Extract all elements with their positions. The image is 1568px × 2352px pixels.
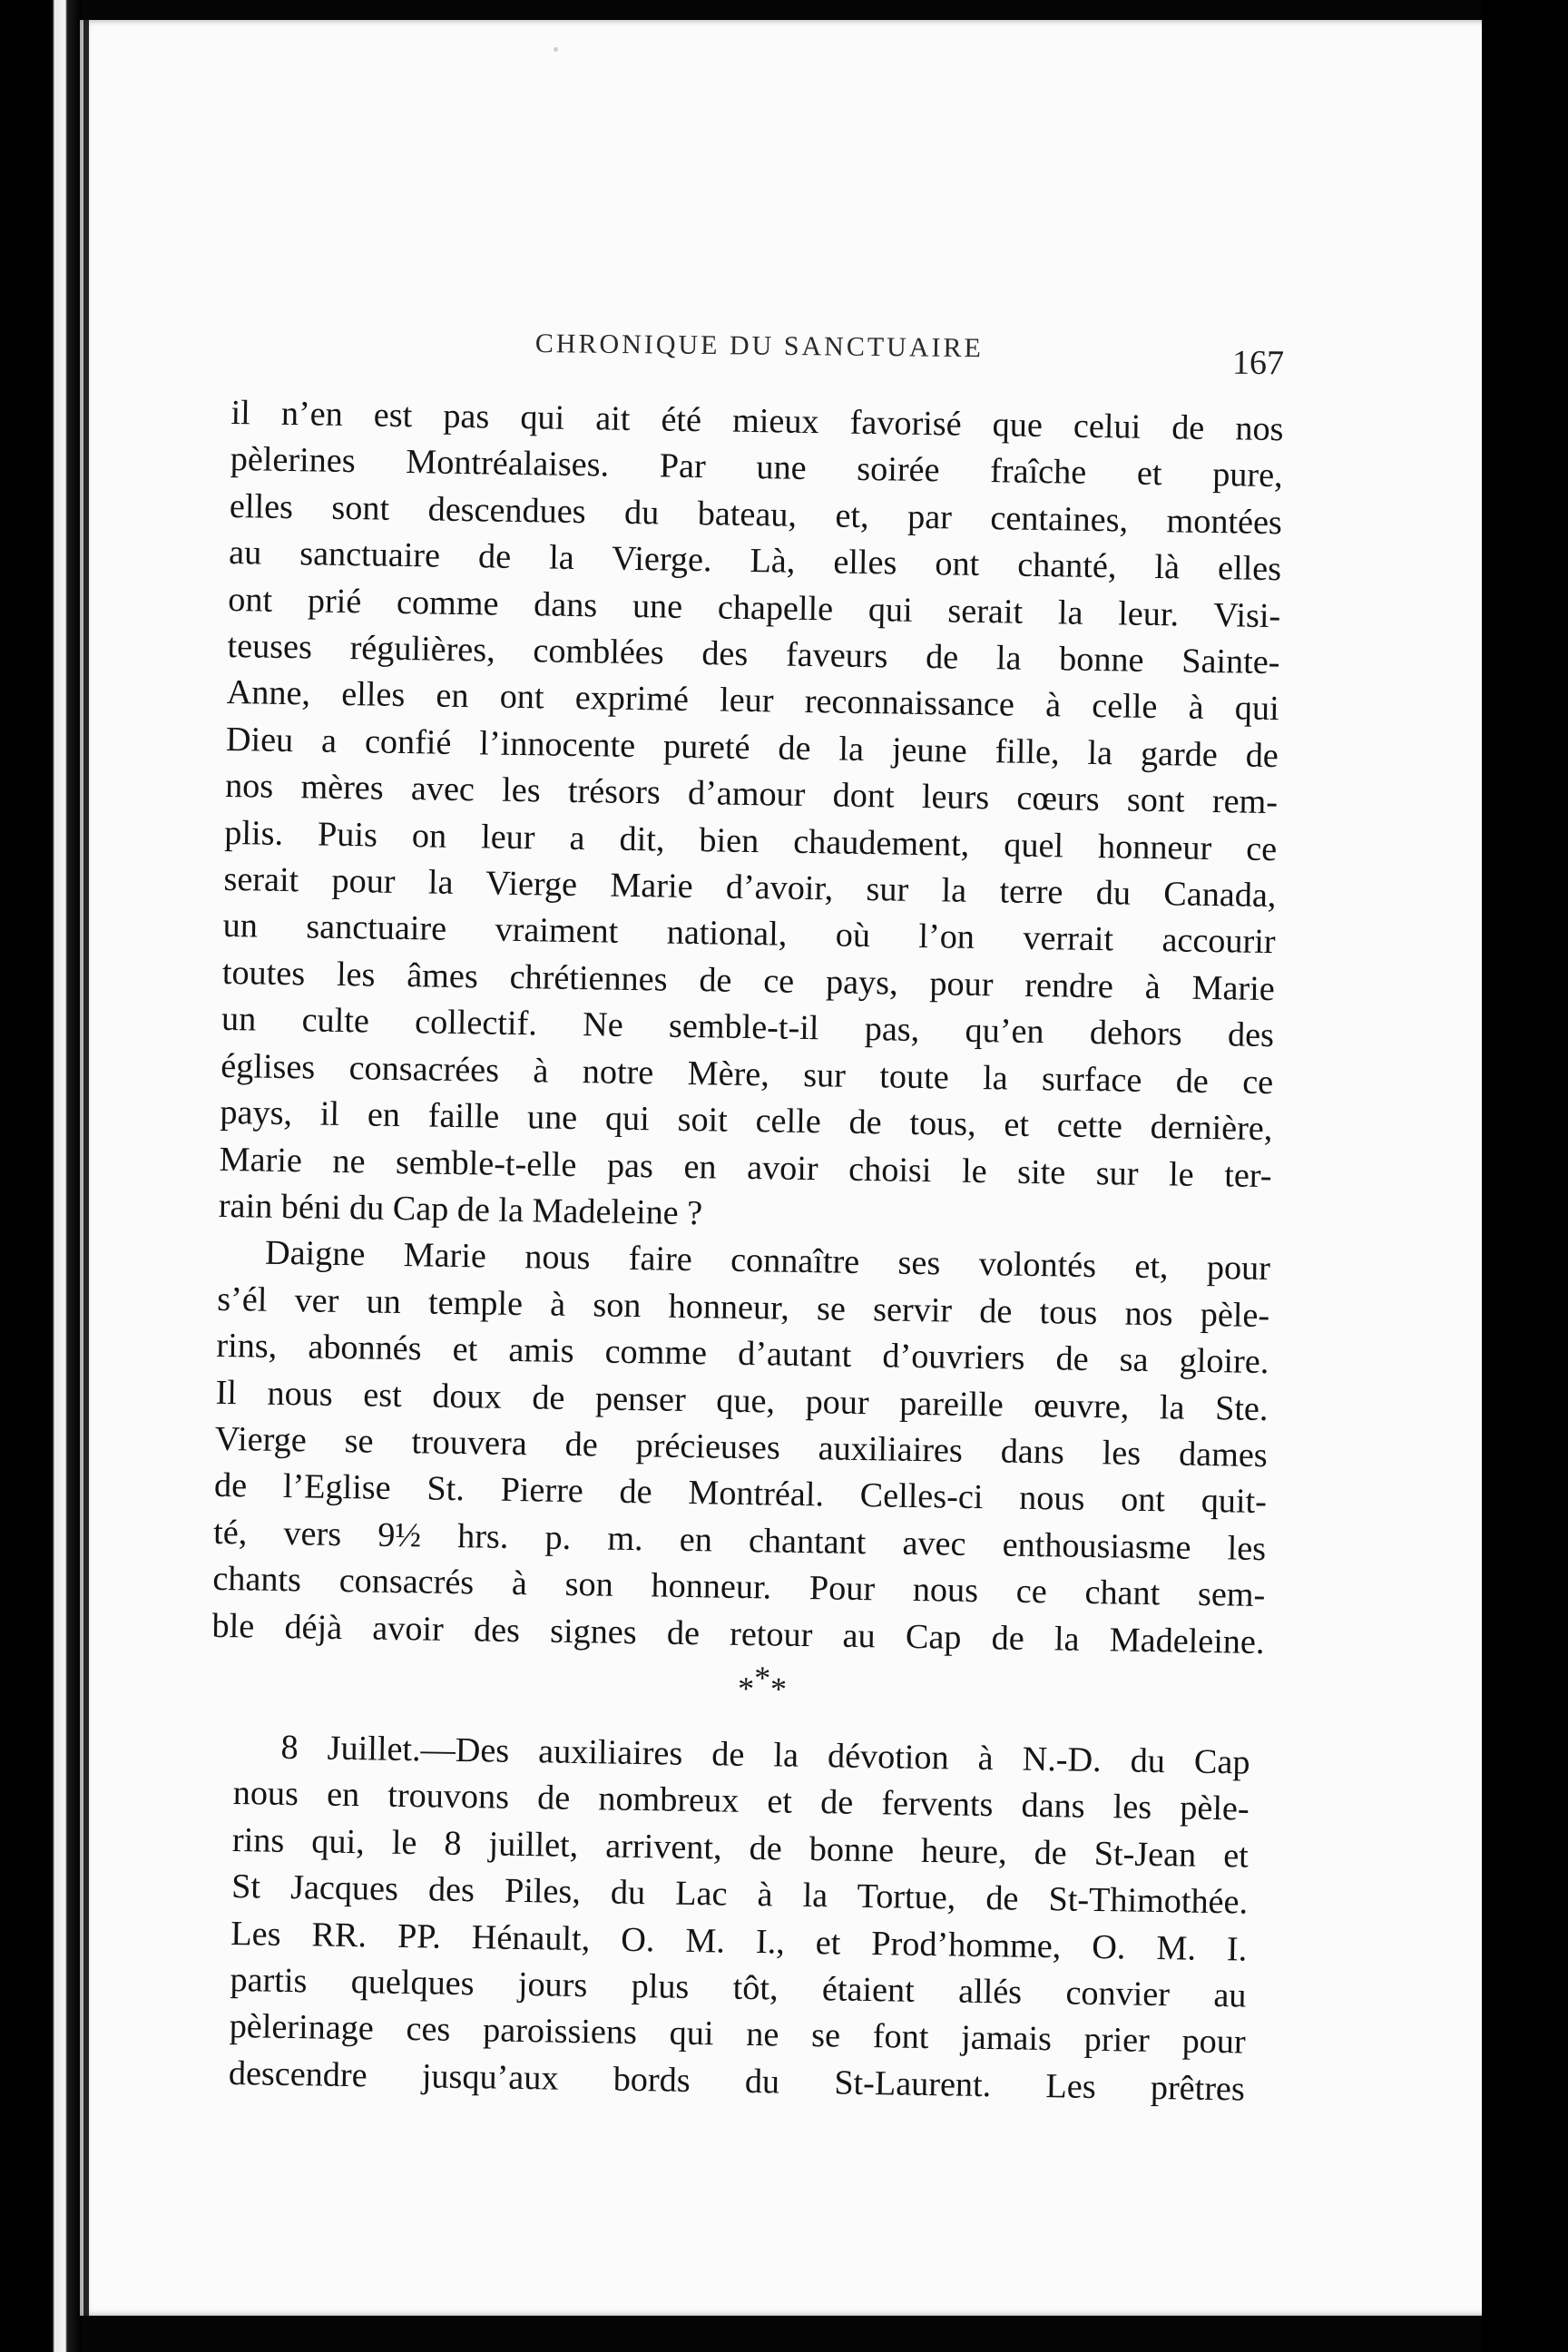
text-line: chants consacrés à son honneur. Pour nous ce chant sem- <box>212 1559 1266 1615</box>
text-line: teuses régulières, comblées des faveurs de la bonne Sainte- <box>227 626 1280 682</box>
running-head: CHRONIQUE DU SANCTUAIRE <box>534 328 984 364</box>
text-line: pèlerines Montréalaises. Par une soirée fraîche et pure, <box>230 440 1283 495</box>
body-text-top <box>211 390 1284 1666</box>
text-line: Anne, elles en ont exprimé leur reconnaissance à celle à qui <box>226 673 1279 729</box>
separator-star: * <box>769 1671 788 1708</box>
text-line: ble déjà avoir des signes de retour au Cap de la Madeleine. <box>211 1606 1265 1661</box>
text-line: ont prié comme dans une chapelle qui serait la leur. Visi- <box>228 580 1281 635</box>
body-text-bottom <box>229 1724 1250 2113</box>
text-line: Marie ne semble-t-elle pas en avoir choisi le site sur le ter- <box>219 1140 1272 1195</box>
text-line: Il nous est doux de penser que, pour pareille œuvre, la Ste. <box>215 1373 1269 1428</box>
text-line: rins, abonnés et amis comme d’autant d’ouvriers de sa gloire. <box>216 1326 1269 1382</box>
text-line: Vierge se trouvera de précieuses auxiliaires dans les dames <box>214 1419 1269 1475</box>
text-line: té, vers 9½ hrs. p. m. en chantant avec enthousiasme les <box>212 1513 1267 1568</box>
text-line: un sanctuaire vraiment national, où l’on verrait accourir <box>222 906 1276 962</box>
text-line: nous en trouvons de nombreux et de fervents dans les pèle- <box>232 1774 1250 1828</box>
separator-star: * <box>737 1670 755 1707</box>
text-line: Daigne Marie nous faire connaître ses volontés et, pour <box>264 1234 1271 1289</box>
text-line: 8 Juillet.—Des auxiliaires de la dévotion à N.-D. du Cap <box>280 1728 1250 1782</box>
text-line: descendre jusqu’aux bords du St-Laurent. Les prêtres <box>228 2053 1246 2109</box>
text-line: plis. Puis on leur a dit, bien chaudement, quel honneur ce <box>224 813 1278 868</box>
paragraph-2 <box>211 1230 1270 1666</box>
text-line: St Jacques des Piles, du Lac à la Tortue, de St-Thimothée. <box>230 1867 1249 1922</box>
facing-page-edge <box>0 0 82 2352</box>
text-line: elles sont descendues du bateau, et, par centaines, montées <box>229 486 1283 543</box>
text-line: Les RR. PP. Hénault, O. M. I., et Prod’homme, O. M. I. <box>230 1914 1248 1969</box>
text-line: serait pour la Vierge Marie d’avoir, sur la terre du Canada, <box>223 859 1277 916</box>
dust-speck <box>554 47 558 52</box>
text-line: rins qui, le 8 juillet, arrivent, de bonne heure, de St-Jean et <box>231 1820 1250 1876</box>
text-line: pays, il en faille une qui soit celle de tous, et cette dernière, <box>220 1093 1273 1149</box>
text-line: partis quelques jours plus tôt, étaient allés convier au <box>230 1960 1247 2015</box>
text-line: Dieu a confié l’innocente pureté de la jeune fille, la garde de <box>225 720 1279 776</box>
text-line: s’él ver un temple à son honneur, se servir de tous nos pèle- <box>216 1279 1270 1335</box>
text-line: nos mères avec les trésors d’amour dont leurs cœurs sont rem- <box>224 767 1279 822</box>
text-line: pèlerinage ces paroissiens qui ne se font jamais prier pour <box>229 2007 1246 2062</box>
text-line: au sanctuaire de la Vierge. Là, elles ont chanté, là elles <box>228 534 1282 589</box>
text-line: rain béni du Cap de la Madeleine ? <box>218 1186 703 1233</box>
paragraph-1 <box>218 390 1283 1246</box>
binding-shadow <box>83 20 89 2316</box>
page-number: 167 <box>1231 343 1285 383</box>
separator-star: * <box>753 1659 771 1697</box>
text-line: de l’Eglise St. Pierre de Montréal. Celles-ci nous ont quit- <box>213 1466 1268 1522</box>
text-line: un culte collectif. Ne semble-t-il pas, qu’en dehors des <box>220 1000 1275 1055</box>
paragraph-3 <box>229 1724 1250 2113</box>
text-line: églises consacrées à notre Mère, sur toute la surface de ce <box>220 1046 1274 1102</box>
scan-right-margin <box>1482 0 1568 2352</box>
text-line: toutes les âmes chrétiennes de ce pays, pour rendre à Marie <box>221 953 1276 1009</box>
text-line: il n’en est pas qui ait été mieux favorisé que celui de nos <box>230 393 1284 449</box>
asterism-separator <box>708 1659 818 1709</box>
